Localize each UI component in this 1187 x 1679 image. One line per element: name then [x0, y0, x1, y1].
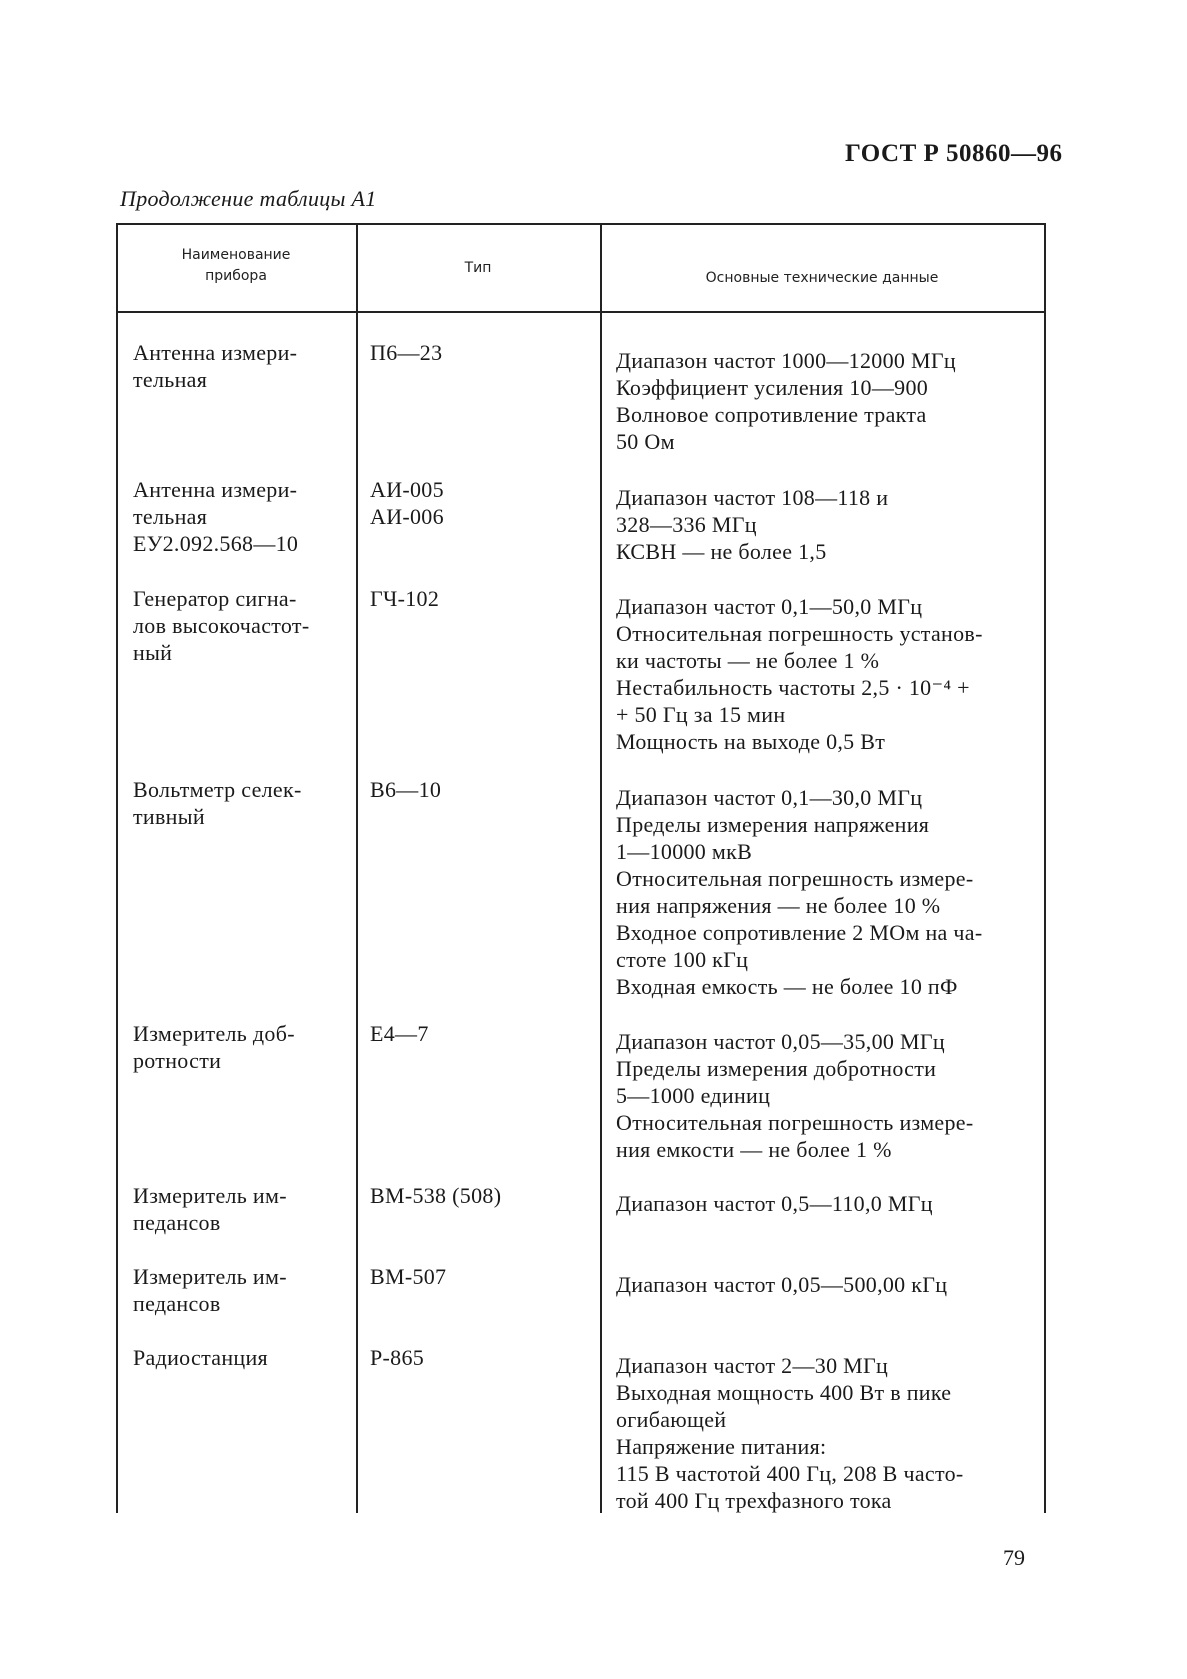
device-name: Измеритель им- педансов — [133, 1183, 287, 1235]
device-name: Антенна измери- тельная ЕУ2.092.568—10 — [133, 477, 299, 556]
table-left-border — [116, 223, 118, 1513]
device-type: П6—23 — [370, 340, 443, 365]
equipment-table — [116, 223, 1046, 1513]
page-number: 79 — [1003, 1545, 1025, 1570]
device-specs: Диапазон частот 108—118 и 328—336 МГц КСВН — не более 1,5 — [616, 485, 889, 564]
table-caption: Продолжение таблицы А1 — [120, 186, 377, 211]
standard-code: ГОСТ Р 50860—96 — [845, 140, 1063, 167]
device-type: АИ-005 АИ-006 — [370, 477, 444, 529]
table-right-border — [1044, 223, 1046, 1513]
table-top-border — [116, 223, 1046, 225]
device-name: Измеритель им- педансов — [133, 1264, 287, 1316]
device-type: ВМ-538 (508) — [370, 1183, 502, 1208]
header-bottom-border — [116, 311, 1046, 313]
header-type: Тип — [464, 260, 492, 276]
device-name: Вольтметр селек- тивный — [133, 777, 302, 829]
device-specs: Диапазон частот 0,05—500,00 кГц — [616, 1272, 948, 1297]
device-specs: Диапазон частот 0,05—35,00 МГц Пределы измерения добротности 5—1000 единиц Относительная погрешность измере- ния емкости — не более 1 % — [616, 1029, 974, 1162]
column-divider-1 — [356, 223, 358, 1513]
device-name: Генератор сигна- лов высокочастот- ный — [133, 586, 310, 665]
device-specs: Диапазон частот 0,1—50,0 МГц Относительная погрешность установ- ки частоты — не более 1 % Нестабильность частоты 2,5 · 10⁻⁴ + + 50 Гц за 15 мин Мощность на выходе 0,5 Вт — [616, 594, 983, 754]
device-name: Измеритель доб- ротности — [133, 1021, 295, 1073]
device-type: ВМ-507 — [370, 1264, 447, 1289]
device-specs: Диапазон частот 0,5—110,0 МГц — [616, 1191, 933, 1216]
device-type: В6—10 — [370, 777, 442, 802]
device-specs: Диапазон частот 2—30 МГц Выходная мощность 400 Вт в пике огибающей Напряжение питания: 115 В частотой 400 Гц, 208 В часто- той 400 Гц трехфазного тока — [616, 1353, 964, 1513]
device-name: Антенна измери- тельная — [133, 340, 298, 392]
device-type: Е4—7 — [370, 1021, 429, 1046]
device-type: ГЧ-102 — [370, 586, 440, 611]
device-name: Радиостанция — [133, 1345, 268, 1370]
device-specs: Диапазон частот 0,1—30,0 МГц Пределы измерения напряжения 1—10000 мкВ Относительная погрешность измере- ния напряжения — не более 10 % Входное сопротивление 2 МОм на ча- стоте 100 кГц Входная емкость — не более 10 пФ — [616, 785, 983, 999]
device-type: Р-865 — [370, 1345, 425, 1370]
device-specs: Диапазон частот 1000—12000 МГц Коэффициент усиления 10—900 Волновое сопротивление тракта 50 Ом — [616, 348, 956, 454]
column-divider-2 — [600, 223, 602, 1513]
header-name: Наименование прибора — [181, 247, 291, 284]
header-specs: Основные технические данные — [705, 270, 939, 286]
